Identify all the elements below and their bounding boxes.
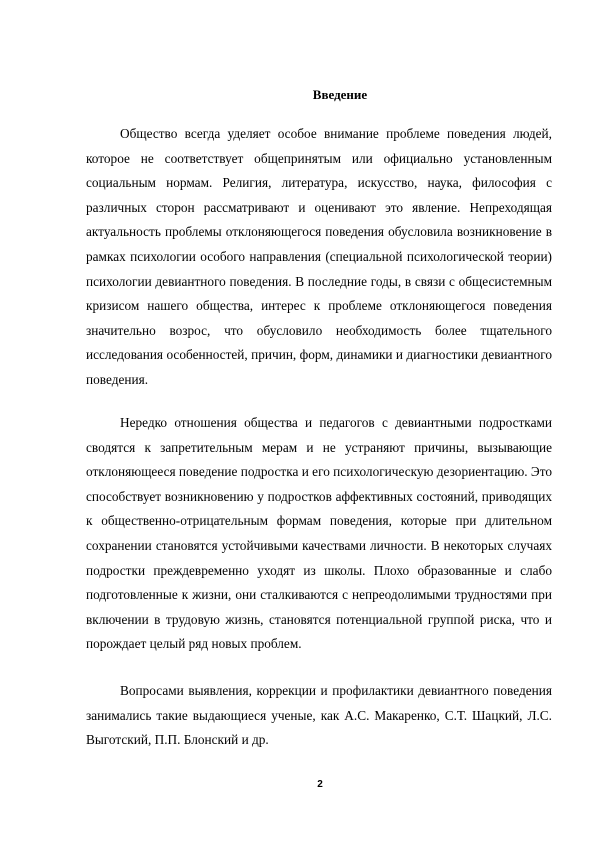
page-number: 2	[317, 779, 323, 790]
page-title: Введение	[312, 87, 368, 102]
paragraph-3: Вопросами выявления, коррекции и профилактики девиантного поведения занимались такие выдающиеся ученые, как А.С. Макаренко, С.Т. Шацкий, Л.С. Выготский, П.П. Блонский и др.	[86, 683, 552, 748]
paragraph-1: Общество всегда уделяет особое внимание проблеме поведения людей, которое не соответствует общепринятым или официально установленным социальным нормам. Религия, литература, искусство, наука, философия с различных сторон рассматривают и оценивают это явление. Непреходящая актуальность проблемы отклоняющегося поведения обусловила возникновение в рамках психологии особого направления (специальной психологической теории) психологии девиантного поведения. В последние годы, в связи с общесистемным кризисом нашего общества, интерес к проблеме отклоняющегося поведения значительно возрос, что обусловило необходимость более тщательного исследования особенностей, причин, форм, динамики и диагностики девиантного поведения.	[86, 126, 552, 387]
paragraph-2: Нередко отношения общества и педагогов с девиантными подростками сводятся к запретительным мерам и не устраняют причины, вызывающие отклоняющееся поведение подростка и его психологическую дезориентацию. Это способствует возникновению у подростков аффективных состояний, приводящих к общественно-отрицательным формам поведения, которые при длительном сохранении становятся устойчивыми качествами личности. В некоторых случаях подростки преждевременно уходят из школы. Плохо образованные и слабо подготовленные к жизни, они сталкиваются с непреодолимыми трудностями при включении в трудовую жизнь, становятся потенциальной группой риска, что и порождает целый ряд новых проблем.	[86, 415, 552, 652]
